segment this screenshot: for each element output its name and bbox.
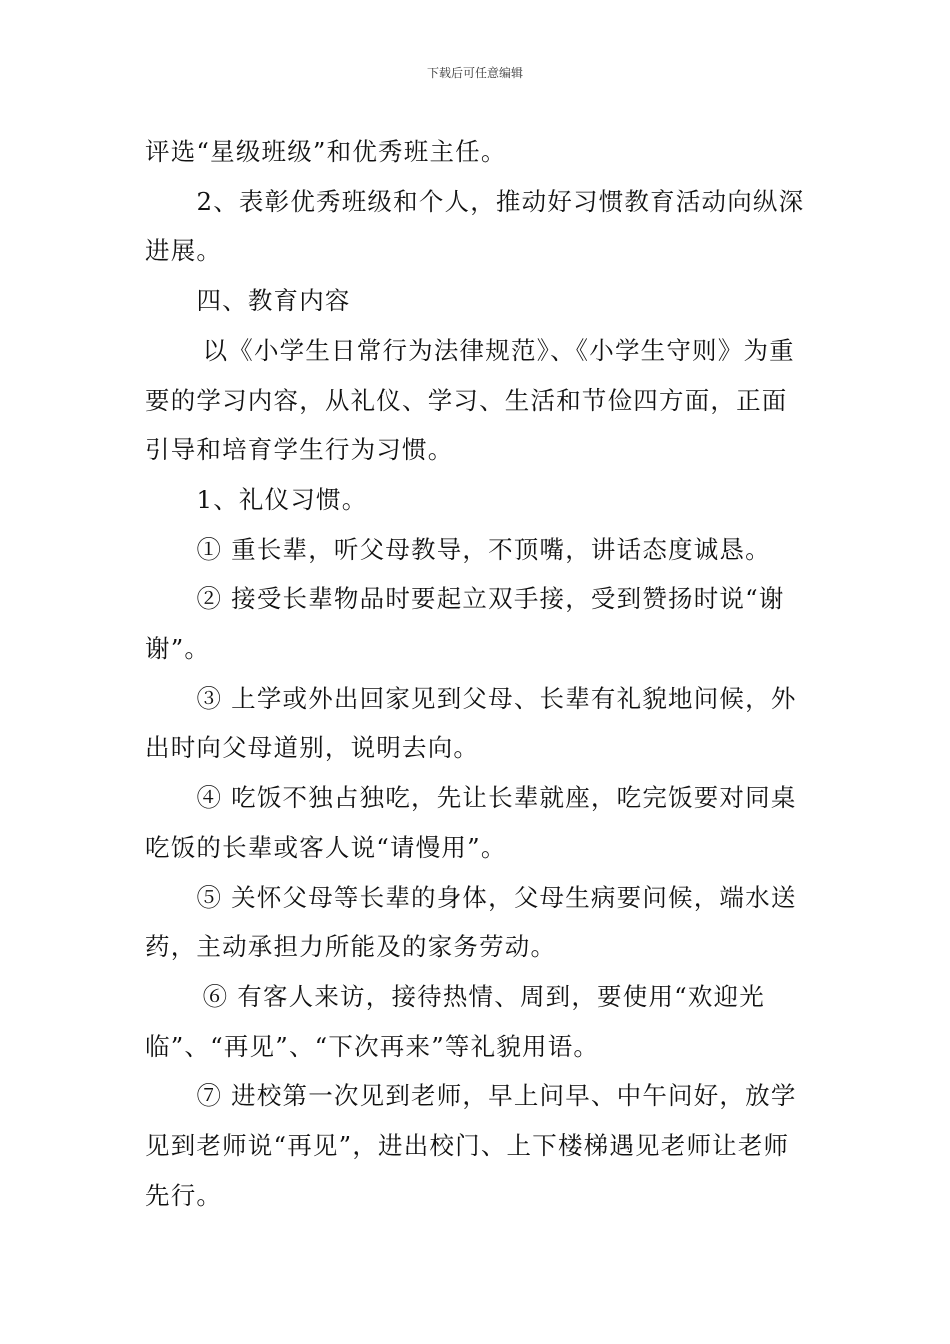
list-item: ② 接受长辈物品时要起立双手接，受到赞扬时说“谢谢”。 [145,584,785,664]
list-item: ⑦ 进校第一次见到老师，早上问早、中午问好，放学见到老师说“再见”，进出校门、上下楼梯遇见老师让老师先行。 [145,1081,797,1210]
list-item: ⑥ 有客人来访，接待热情、周到，要使用“欢迎光临”、“再见”、“下次再来”等礼貌用语。 [145,981,765,1061]
section-heading: 四、教育内容 [196,286,351,316]
document-body [145,127,810,1220]
list-item: ④ 吃饭不独占独吃，先让长辈就座，吃完饭要对同桌吃饭的长辈或客人说“请慢用”。 [145,783,797,862]
list-item: ① 重长辈，听父母教导，不顶嘴，讲话态度诚恳。 [196,534,771,564]
paragraph-continuation: 评选“星级班级”和优秀班主任。 [145,137,507,166]
paragraph-commendation: 2、表彰优秀班级和个人，推动好习惯教育活动向纵深进展。 [145,186,805,266]
list-item: ③ 上学或外出回家见到父母、长辈有礼貌地问候，外出时向父母道别，说明去向。 [145,683,797,763]
paragraph-content-intro: 以《小学生日常行为法律规范》、《小学生守则》为重要的学习内容，从礼仪、学习、生活和节俭四方面，正面引导和培育学生行为习惯。 [145,335,795,465]
subsection-heading: 1、礼仪习惯。 [196,484,368,514]
list-item: ⑤ 关怀父母等长辈的身体，父母生病要问候，端水送药，主动承担力所能及的家务劳动。 [145,882,797,962]
page-header: 下载后可任意编辑 [426,66,523,80]
